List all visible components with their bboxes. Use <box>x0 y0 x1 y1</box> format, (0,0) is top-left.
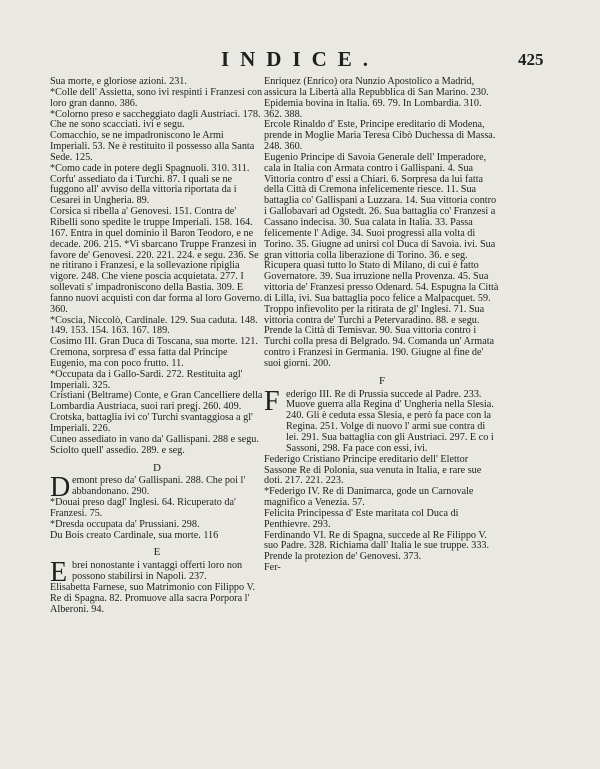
index-entry: Corfu' assediato da i Turchi. 87. I quali se ne fuggono all' avviso della vittoria riportata da i Cesarei in Ungheria. 89. <box>50 173 237 207</box>
index-column-right <box>264 77 500 574</box>
index-entry <box>50 472 264 504</box>
drop-cap: F <box>264 385 280 417</box>
index-entry: Comacchio, se ne impadroniscono le Armi Imperiali. 53. Ne è restituito il possesso alla Santa Sede. 125. <box>50 130 255 163</box>
index-entry: Sua morte, e gloriose azioni. 231. <box>50 76 187 87</box>
index-entry: *Federigo IV. Re di Danimarca, gode un Carnovale magnifico a Venezia. 57. <box>264 486 474 509</box>
index-entry: *Coscia, Niccolò, Cardinale. 129. Sua caduta. 148. 149. 153. 154. 163. 167. 189. <box>50 314 258 337</box>
index-entry: Corsica si ribella a' Genovesi. 151. Contra de' Ribelli sono spedite le truppe Imperiali. 158. 164. 167. Entra in quel dominio il Baron Teodoro, e ne decade. 206. 215. *Vi sbarcano Truppe Franzesi in favore de' Genovesi. 220. 221. 224. e segu. 236. Se ne ritirano i Franzesi, e la sollevazione ripiglia vigore. 248. Che viene poscia acquietata. 277. I sollevati s' impadroniscono della Bastia. 309. E fanno nuovi acquisti con dar forma al loro Governo. 360. <box>50 206 263 315</box>
index-entry: *Dresda occupata da' Prussiani. 298. <box>50 518 200 530</box>
index-entry: Ferdinando VI. Re di Spagna, succede al Re Filippo V. suo Padre. 328. Richiama dall' Italia le sue truppe. 333. Prende la protezion de' Genovesi. 373. <box>264 529 490 563</box>
index-entry: Crotska, battaglia ivi co' Turchi svantaggiosa a gl' Imperiali. 226. <box>50 412 253 434</box>
page-title: INDICE. <box>220 47 380 71</box>
index-entry: Cremona, sorpresa d' essa fatta dal Principe Eugenio, ma con poco frutto. 11. <box>50 347 228 369</box>
index-entry: Enriquez (Enrico) ora Nunzio Apostolico a Madrid, assicura la Libertà alla Repubblica di San Marino. 230. <box>264 76 489 98</box>
index-entry: Felicita Principessa d' Este maritata col Duca di Penthievre. 293. <box>264 507 459 530</box>
drop-cap: D <box>50 472 71 504</box>
index-entry: Ercole Rinaldo d' Este, Principe ereditario di Modena, prende in Moglie Maria Teresa Cibò Duchessa di Massa. 248. 360. <box>264 119 496 153</box>
index-entry-text: brei nonostante i vantaggi offerti loro non possono stabilirsi in Napoli. 237. <box>72 560 243 583</box>
index-column-left <box>50 77 264 616</box>
index-entry: Cristiani (Beltrame) Conte, e Gran Cancelliere della Lombardia Austriaca, suoi rari pregj. 260. 409. <box>50 390 263 413</box>
index-entry: *Colorno preso e saccheggiato dagli Austriaci. 178. Che ne sono scacciati. ivi e segu. <box>50 108 261 131</box>
drop-cap: E <box>50 557 68 589</box>
index-entry: *Colle dell' Assietta, sono ivi respinti i Franzesi con loro gran danno. 386. <box>50 86 263 109</box>
index-entry-text: emont preso da' Gallispani. 288. Che poi l' abbandonano. 290. <box>72 475 246 498</box>
index-entry: Du Bois creato Cardinale, sua morte. 116 <box>50 529 219 541</box>
index-entry: *Douai preso dagl' Inglesi. 64. Ricuperato da' Franzesi. 75. <box>50 497 236 519</box>
index-entry: *Como cade in potere degli Spagnuoli. 310. 311. <box>50 162 250 174</box>
index-entry: Elisabetta Farnese, suo Matrimonio con Filippo V. Re di Spagna. 82. Promuove alla sacra Porpora l' Alberoni. 94. <box>50 581 256 615</box>
page-number: 425 <box>518 50 544 69</box>
index-entry: *Occupata da i Gallo-Sardi. 272. Restituita agl' Imperiali. 325. <box>50 368 243 391</box>
index-entry <box>264 385 500 455</box>
index-entry: Cosimo III. Gran Duca di Toscana, sua morte. 121. <box>50 336 258 348</box>
section-letter: E <box>153 546 161 559</box>
index-entry: Federigo Cristiano Principe ereditario dell' Elettor Sassone Re di Polonia, sua venuta in Italia, e rare sue doti. 217. 221. 223. <box>264 453 482 487</box>
index-entry: Epidemia bovina in Italia. 69. 79. In Lombardia. 310. 362. 388. <box>264 97 482 120</box>
index-entry: Eugenio Principe di Savoia Generale dell' Imperadore, cala in Italia con Armata contro i Gallispani. 4. Sua Vittoria contro d' essi a Chiari. 6. Sorpresa da lui fatta della Città di Cremona infelicemente riesce. 11. Sua battaglia co' Gallispani a Luzzara. 14. Sua vittoria contro i Gallobavari ad Ogstedt. 26. Sua battaglia co' Franzesi a Cassano indecisa. 30. Sua calata in Italia. 33. Passa felicemente l' Adige. 34. Suoi progressi alla volta di Torino. 35. Giugne ad unirsi col Duca di Savoia. ivi. Sua gran vittoria colla liberazione di Torino. 36. e seg. Ricupera quasi tutto lo Stato di Milano, di cui è fatto Governatore. 39. Sua irruzione nella Provenza. 45. Sua vittoria de' Franzesi presso Odenard. 54. Espugna la Città di Lilla, ivi. Sua battaglia poco felice a Malpacquet. 59. Troppo infievolito per la ritirata de gl' Inglesi. 71. Sua vittoria contra de' Turchi a Petervaradino. 88. e segu. Prende la Città di Temisvar. 90. Sua vittoria contro i Turchi colla presa di Belgrado. 94. Comanda un' Armata contro i Franzesi in Germania. 190. Giugne al fine de' suoi giorni. 200. <box>264 151 499 369</box>
index-entry: Fer- <box>264 562 281 574</box>
index-entry <box>50 557 264 589</box>
index-entry-text: ederigo III. Re di Prussia succede al Padre. 233. Muove guerra alla Regina d' Ungheria nella Slesia. 240. Gli è ceduta essa Slesia, e però fa pace con la Regina. 251. Volge di nuovo l' armi sue contra di lei. 291. Sua battaglia con gli Austriaci. 297. E co i Sassoni, 298. Fa pace con essi, ivi. <box>286 388 494 454</box>
section-letter: F <box>378 374 386 387</box>
section-letter: D <box>153 461 161 474</box>
index-entry: Cuneo assediato in vano da' Gallispani. 288 e segu. Sciolto quell' assedio. 289. e seg. <box>50 433 259 456</box>
